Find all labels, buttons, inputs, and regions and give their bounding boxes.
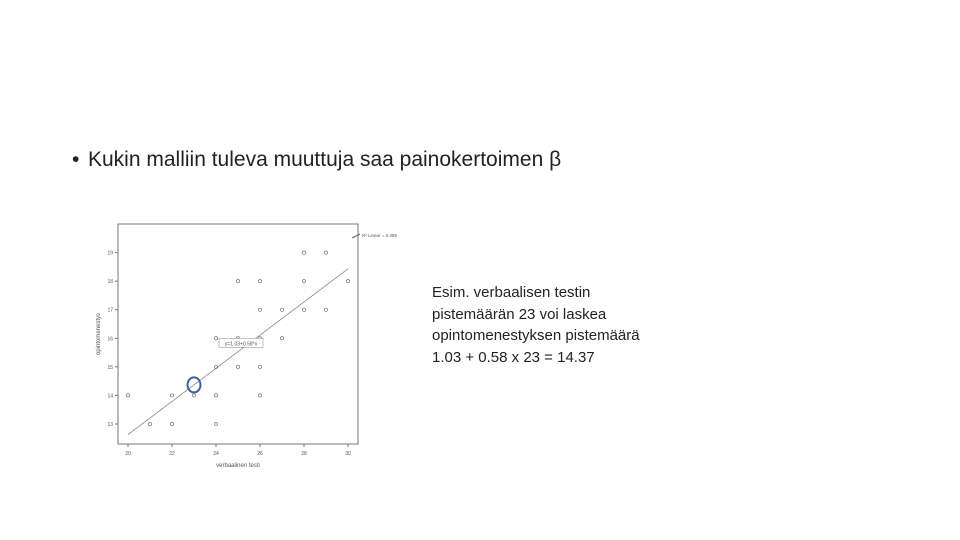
data-point bbox=[324, 308, 327, 311]
data-point bbox=[302, 251, 305, 254]
data-point bbox=[258, 280, 261, 283]
plot-frame bbox=[118, 224, 358, 444]
x-tick-label: 30 bbox=[345, 451, 351, 457]
x-tick-label: 20 bbox=[125, 451, 131, 457]
x-tick-label: 28 bbox=[301, 451, 307, 457]
x-tick-label: 24 bbox=[213, 451, 219, 457]
y-tick-label: 18 bbox=[107, 279, 113, 286]
data-point bbox=[170, 422, 173, 425]
example-line-4: 1.03 + 0.58 x 23 = 14.37 bbox=[432, 348, 595, 366]
data-point bbox=[214, 422, 217, 425]
data-point bbox=[170, 394, 173, 397]
regression-line bbox=[128, 269, 348, 435]
x-tick-label: 22 bbox=[169, 451, 175, 457]
y-tick-label: 14 bbox=[107, 393, 113, 400]
data-point bbox=[302, 308, 305, 311]
bullet-point bbox=[72, 148, 561, 172]
data-point bbox=[214, 394, 217, 397]
data-point bbox=[236, 365, 239, 368]
data-point bbox=[258, 394, 261, 397]
data-point bbox=[148, 422, 151, 425]
data-point bbox=[192, 394, 195, 397]
y-tick-label: 17 bbox=[107, 307, 113, 314]
x-tick-label: 26 bbox=[257, 451, 263, 457]
x-axis-label: verbaalinen testi bbox=[216, 463, 260, 469]
data-point bbox=[258, 365, 261, 368]
data-point bbox=[126, 394, 129, 397]
y-axis-label: opintomenestys bbox=[96, 312, 102, 356]
fit-label: y=1.03+0.58*x bbox=[224, 341, 258, 348]
bullet-text: Kukin malliin tuleva muuttuja saa painokertoimen β bbox=[88, 148, 562, 171]
legend-line-icon bbox=[352, 234, 360, 238]
scatter-plot bbox=[96, 222, 397, 472]
y-tick-label: 15 bbox=[107, 364, 113, 371]
data-point bbox=[302, 280, 305, 283]
y-tick-label: 16 bbox=[107, 336, 113, 343]
data-point bbox=[280, 308, 283, 311]
scatter-plot-svg bbox=[96, 222, 397, 472]
data-point bbox=[280, 337, 283, 340]
example-text bbox=[432, 282, 692, 368]
y-tick-label: 19 bbox=[107, 250, 113, 257]
data-point bbox=[214, 337, 217, 340]
example-line-1: Esim. verbaalisen testin bbox=[432, 284, 591, 301]
data-point bbox=[236, 280, 239, 283]
data-point bbox=[346, 280, 349, 283]
legend-label: R² Linear = 0.359 bbox=[362, 233, 397, 238]
y-tick-label: 13 bbox=[107, 422, 113, 428]
example-line-3: opintomenestyksen pistemäärä bbox=[432, 327, 640, 344]
example-line-2: pistemäärän 23 voi laskea bbox=[432, 305, 607, 323]
data-point bbox=[258, 308, 261, 311]
bullet-icon: • bbox=[72, 148, 80, 171]
data-point bbox=[324, 251, 327, 254]
